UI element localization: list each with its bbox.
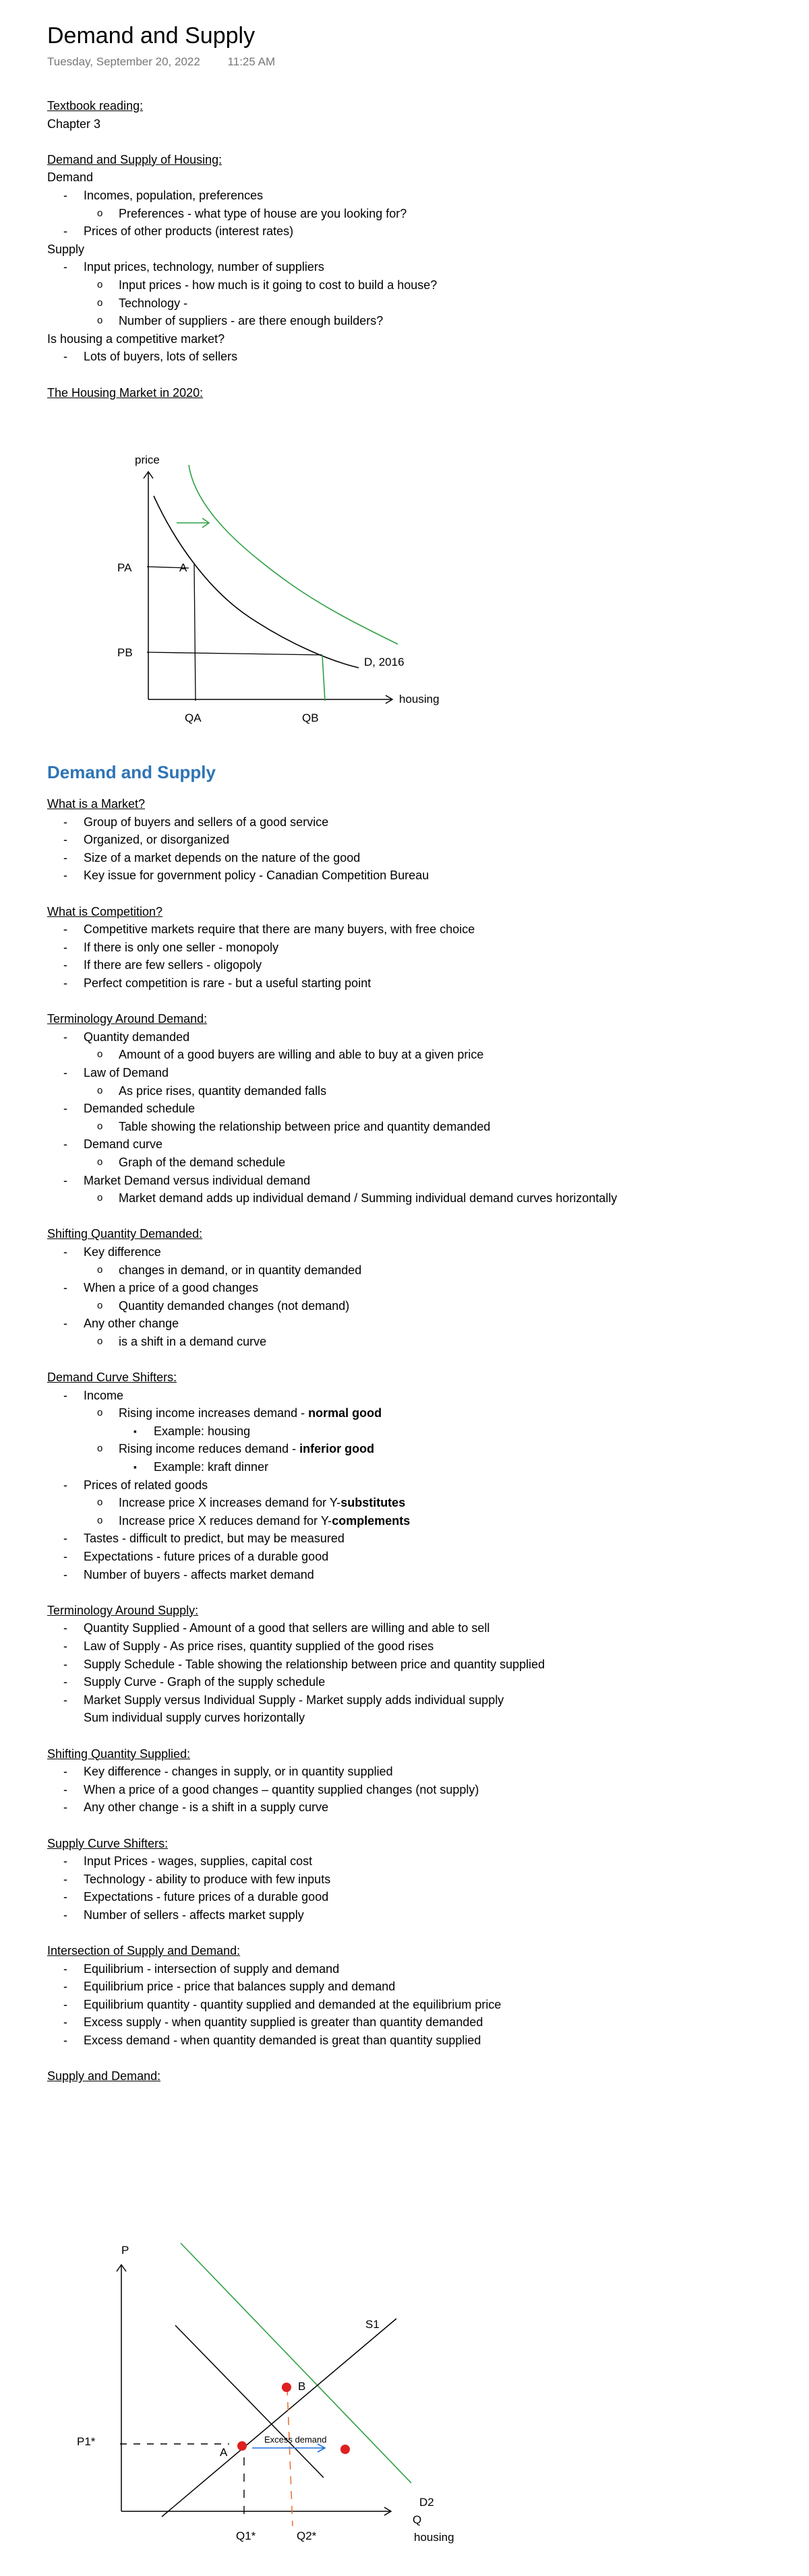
- list-item: - Competitive markets require that there are many buyers, with free choice: [47, 920, 775, 939]
- list-item: - Expectations - future prices of a durable good: [47, 1888, 775, 1906]
- graph1-pa-label: PA: [117, 561, 132, 575]
- list-item: o Market demand adds up individual demand / Summing individual demand curves horizontally: [47, 1189, 775, 1207]
- section-title: Demand and Supply: [47, 762, 216, 783]
- graph1-d2016-label: D, 2016: [364, 656, 404, 669]
- list-item: - Law of Demand: [47, 1064, 775, 1082]
- graph2-d2-label: D2: [419, 2495, 434, 2509]
- list-item: - Market Demand versus individual demand: [47, 1172, 775, 1190]
- graph2-q2-label: Q2*: [297, 2529, 317, 2542]
- list-item: - Excess supply - when quantity supplied is greater than quantity demanded: [47, 2013, 775, 2032]
- housing-question: Is housing a competitive market?: [47, 332, 225, 346]
- graph1-price-label: price: [135, 453, 160, 467]
- page-date: Tuesday, September 20, 2022: [47, 55, 200, 68]
- substitutes-term: substitutes: [340, 1496, 406, 1510]
- tdemand-heading: Terminology Around Demand:: [47, 1012, 208, 1026]
- list-item: o Input prices - how much is it going to cost to build a house?: [47, 276, 775, 294]
- substitutes-text: Increase price X increases demand for Y-: [119, 1496, 341, 1510]
- list-item: - Number of sellers - affects market supply: [47, 1906, 775, 1924]
- list-item: - Supply Schedule - Table showing the relationship between price and quantity supplied: [47, 1656, 775, 1674]
- shiftqd-heading: Shifting Quantity Demanded:: [47, 1227, 203, 1241]
- sshift-heading: Supply Curve Shifters:: [47, 1836, 169, 1850]
- list-item: o Technology -: [47, 294, 775, 313]
- list-item: - Income: [47, 1387, 775, 1405]
- list-item: [47, 1404, 775, 1422]
- list-item-continuation: Sum individual supply curves horizontally: [84, 1711, 305, 1725]
- list-item: o Quantity demanded changes (not demand): [47, 1297, 775, 1315]
- inferior-good-term: inferior good: [299, 1442, 375, 1456]
- list-item: ▪ Example: kraft dinner: [47, 1458, 775, 1476]
- list-item: o is a shift in a demand curve: [47, 1333, 775, 1351]
- list-item: - Quantity demanded: [47, 1028, 775, 1046]
- graph2-q1-label: Q1*: [236, 2529, 256, 2542]
- complements-term: complements: [332, 1513, 411, 1528]
- graph1-housing-label: housing: [399, 693, 440, 706]
- housing-market-sketch: [47, 402, 479, 759]
- list-item: - Excess demand - when quantity demanded is great than quantity supplied: [47, 2032, 775, 2050]
- list-item: - Any other change: [47, 1315, 775, 1333]
- textbook-chapter: Chapter 3: [47, 117, 101, 131]
- supply-demand-sketch: [47, 2085, 519, 2557]
- list-item: - Technology - ability to produce with few inputs: [47, 1871, 775, 1889]
- list-item: - Any other change - is a shift in a supply curve: [47, 1798, 775, 1817]
- market-heading: What is a Market?: [47, 797, 146, 811]
- list-item: - If there is only one seller - monopoly: [47, 939, 775, 957]
- graph1-a-label: A: [179, 561, 187, 575]
- list-item: - Market Supply versus Individual Supply - Market supply adds individual supply: [47, 1691, 775, 1709]
- tsupply-heading: Terminology Around Supply:: [47, 1603, 199, 1617]
- dshift-heading: Demand Curve Shifters:: [47, 1371, 177, 1385]
- list-item: - Quantity Supplied - Amount of a good that sellers are willing and able to sell: [47, 1619, 775, 1637]
- list-item: - When a price of a good changes – quantity supplied changes (not supply): [47, 1781, 775, 1799]
- list-item: - Equilibrium quantity - quantity supplied and demanded at the equilibrium price: [47, 1996, 775, 2014]
- list-item: o Amount of a good buyers are willing and able to buy at a given price: [47, 1046, 775, 1064]
- list-item: - Incomes, population, preferences: [47, 187, 775, 205]
- normal-good-text: Rising income increases demand -: [119, 1406, 309, 1420]
- list-item: ▪ Example: housing: [47, 1422, 775, 1441]
- list-item: - Equilibrium - intersection of supply and demand: [47, 1960, 775, 1978]
- graph2-a-label: A: [220, 2445, 228, 2459]
- list-item: - Input prices, technology, number of suppliers: [47, 258, 775, 276]
- list-item: - Key difference: [47, 1243, 775, 1261]
- list-item: o Number of suppliers - are there enough builders?: [47, 312, 775, 330]
- graph1-qa-label: QA: [185, 712, 202, 725]
- list-item: - Input Prices - wages, supplies, capital cost: [47, 1852, 775, 1871]
- list-item: o As price rises, quantity demanded falls: [47, 1082, 775, 1100]
- list-item: - When a price of a good changes: [47, 1279, 775, 1297]
- list-item: o changes in demand, or in quantity demanded: [47, 1261, 775, 1280]
- sd-heading: Supply and Demand:: [47, 2069, 161, 2083]
- housing-demand: Demand: [47, 170, 94, 185]
- list-item: - Demand curve: [47, 1135, 775, 1154]
- list-item: - Expectations - future prices of a durable good: [47, 1548, 775, 1566]
- intersection-heading: Intersection of Supply and Demand:: [47, 1944, 241, 1958]
- list-item: - Prices of other products (interest rates): [47, 222, 775, 241]
- page-meta: [47, 55, 775, 69]
- list-item: - Demanded schedule: [47, 1100, 775, 1118]
- list-item: - Tastes - difficult to predict, but may be measured: [47, 1530, 775, 1548]
- graph2-p1-label: P1*: [77, 2434, 96, 2448]
- list-item: [47, 1494, 775, 1512]
- list-item: - Supply Curve - Graph of the supply schedule: [47, 1673, 775, 1691]
- list-item: - If there are few sellers - oligopoly: [47, 956, 775, 974]
- textbook-heading: Textbook reading:: [47, 99, 144, 113]
- list-item: - Size of a market depends on the nature of the good: [47, 849, 775, 867]
- list-item: o Table showing the relationship between price and quantity demanded: [47, 1118, 775, 1136]
- list-item: - Law of Supply - As price rises, quantity supplied of the good rises: [47, 1637, 775, 1656]
- list-item: - Key issue for government policy - Canadian Competition Bureau: [47, 867, 775, 885]
- complements-text: Increase price X reduces demand for Y-: [119, 1513, 332, 1528]
- graph2-q-label: Q: [413, 2513, 422, 2526]
- housing-heading: Demand and Supply of Housing:: [47, 152, 222, 166]
- list-item: [47, 1512, 775, 1530]
- list-item: - Key difference - changes in supply, or in quantity supplied: [47, 1763, 775, 1781]
- list-item: - Perfect competition is rare - but a useful starting point: [47, 974, 775, 993]
- shiftqs-heading: Shifting Quantity Supplied:: [47, 1747, 191, 1761]
- page-title: Demand and Supply: [47, 23, 256, 49]
- list-item: o Graph of the demand schedule: [47, 1154, 775, 1172]
- housing-supply: Supply: [47, 242, 85, 256]
- page-time: 11:25 AM: [227, 55, 276, 68]
- list-item: o Preferences - what type of house are you looking for?: [47, 205, 775, 223]
- list-item: - Group of buyers and sellers of a good service: [47, 813, 775, 831]
- graph2-p-label: P: [121, 2243, 129, 2257]
- graph2-excess-label: Excess demand: [264, 2434, 327, 2445]
- normal-good-term: normal good: [308, 1406, 382, 1420]
- market2020-heading: The Housing Market in 2020:: [47, 385, 204, 400]
- list-item: - Lots of buyers, lots of sellers: [47, 348, 775, 366]
- list-item: [47, 1440, 775, 1458]
- competition-heading: What is Competition?: [47, 904, 163, 918]
- list-item: - Prices of related goods: [47, 1476, 775, 1495]
- graph2-b-label: B: [298, 2379, 306, 2393]
- graph2-s1-label: S1: [365, 2317, 380, 2331]
- graph2-housing-label: housing: [414, 2530, 454, 2544]
- graph1-pb-label: PB: [117, 646, 133, 660]
- list-item: - Equilibrium price - price that balances supply and demand: [47, 1978, 775, 1996]
- list-item: - Number of buyers - affects market demand: [47, 1566, 775, 1584]
- graph1-qb-label: QB: [302, 712, 319, 725]
- list-item: - Organized, or disorganized: [47, 831, 775, 849]
- note-page: [47, 19, 775, 2557]
- inferior-good-text: Rising income reduces demand -: [119, 1442, 300, 1456]
